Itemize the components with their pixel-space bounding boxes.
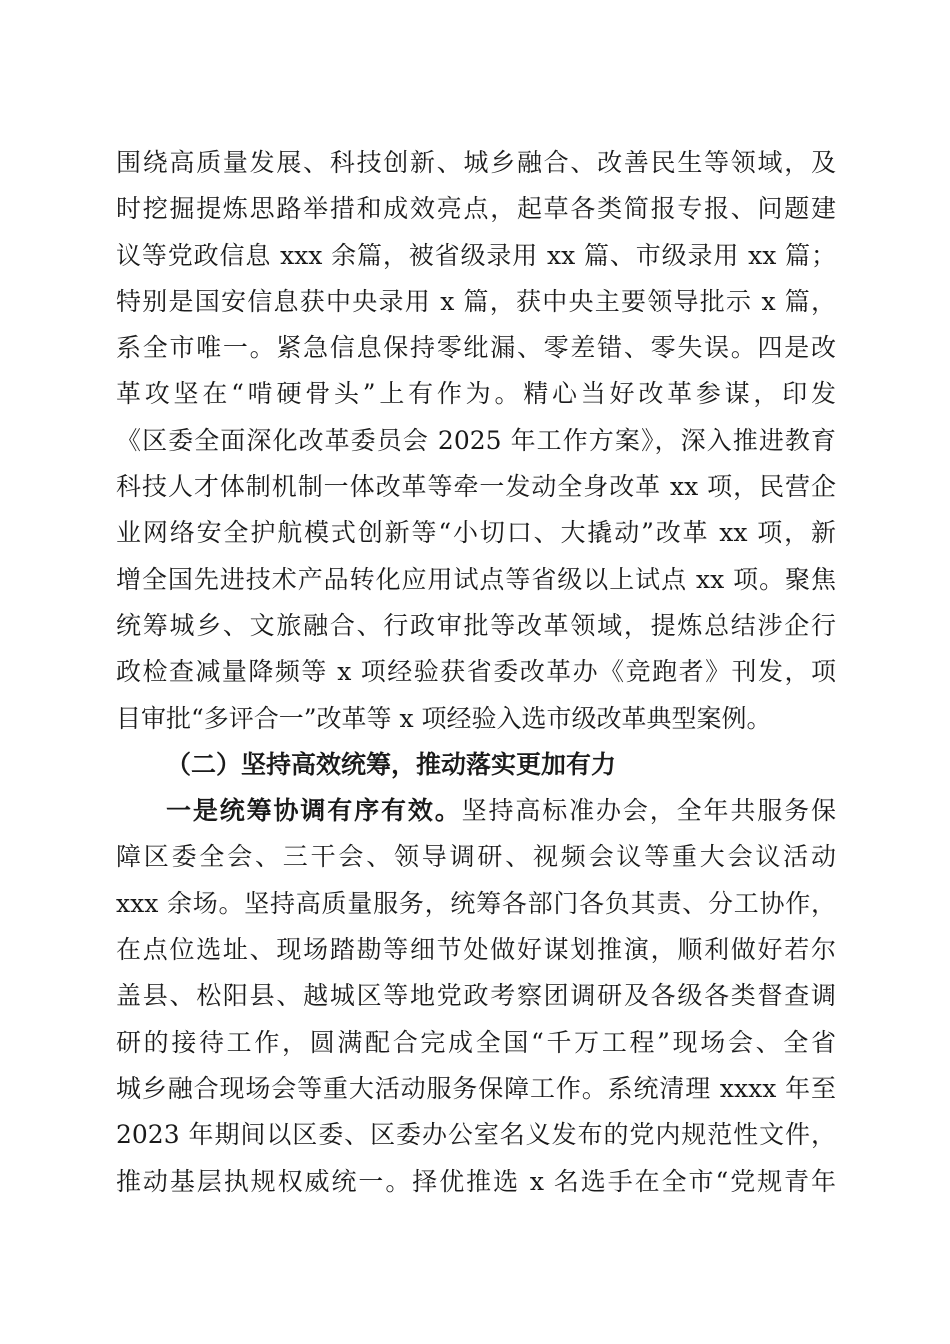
body-line: 盖县、松阳县、越城区等地党政考察团调研及各级各类督查调 [116, 981, 836, 1011]
body-line: 议等党政信息 xxx 余篇，被省级录用 xx 篇、市级录用 xx 篇； [116, 240, 836, 270]
body-line: 障区委全会、三干会、领导调研、视频会议等重大会议活动 [116, 842, 836, 872]
paragraph-first-line [116, 788, 836, 834]
body-line: 科技人才体制机制一体改革等牵一发动全身改革 xx 项，民营企 [116, 472, 836, 502]
body-line: 推动基层执规权威统一。择优推选 x 名选手在全市“党规青年 [116, 1166, 836, 1196]
body-line: 政检查减量降频等 x 项经验获省委改革办《竞跑者》刊发，项 [116, 657, 836, 687]
body-line: 研的接待工作，圆满配合完成全国“千万工程”现场会、全省 [116, 1027, 836, 1057]
body-line: 特别是国安信息获中央录用 x 篇，获中央主要领导批示 x 篇， [116, 286, 836, 316]
document-body [116, 140, 836, 1205]
body-line: 目审批“多评合一”改革等 x 项经验入选市级改革典型案例。 [116, 703, 772, 733]
section-heading: （二）坚持高效统筹，推动落实更加有力 [166, 749, 617, 779]
body-line: xxx 余场。坚持高质量服务，统筹各部门各负其责、分工协作， [116, 888, 836, 918]
body-line: 系全市唯一。紧急信息保持零纰漏、零差错、零失误。四是改 [116, 333, 836, 363]
body-line: 城乡融合现场会等重大活动服务保障工作。系统清理 xxxx 年至 [116, 1073, 836, 1103]
paragraph-first-line-rest: 坚持高标准办会，全年共服务保 [461, 796, 836, 826]
body-line: 时挖掘提炼思路举措和成效亮点，起草各类简报专报、问题建 [116, 194, 836, 224]
body-line: 围绕高质量发展、科技创新、城乡融合、改善民生等领域，及 [116, 148, 836, 177]
body-line: 革攻坚在“啃硬骨头”上有作为。精心当好改革参谋，印发 [116, 379, 836, 409]
body-line: 业网络安全护航模式创新等“小切口、大撬动”改革 xx 项，新 [116, 518, 836, 548]
body-line: 2023 年期间以区委、区委办公室名义发布的党内规范性文件， [116, 1120, 836, 1150]
body-line: 《区委全面深化改革委员会 2025 年工作方案》，深入推进教育 [116, 425, 836, 455]
body-line: 统筹城乡、文旅融合、行政审批等改革领域，提炼总结涉企行 [116, 610, 836, 640]
body-line: 增全国先进技术产品转化应用试点等省级以上试点 xx 项。聚焦 [116, 564, 836, 594]
paragraph-lead: 一是统筹协调有序有效。 [166, 796, 462, 826]
body-line: 在点位选址、现场踏勘等细节处做好谋划推演，顺利做好若尔 [116, 935, 836, 965]
